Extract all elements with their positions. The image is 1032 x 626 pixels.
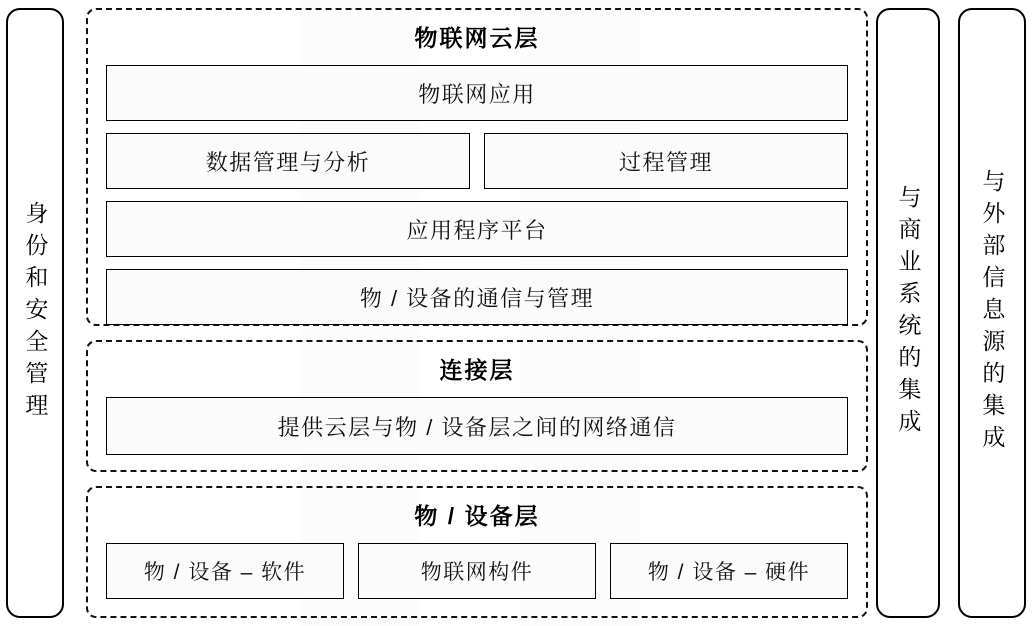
layer-cloud-row-1 — [88, 65, 866, 121]
box-iot-application[interactable]: 物联网应用 — [106, 65, 848, 121]
pillar-external-integration — [958, 8, 1026, 618]
box-application-platform[interactable]: 应用程序平台 — [106, 201, 848, 257]
layer-cloud-row-3 — [88, 201, 866, 257]
layer-device — [86, 486, 868, 618]
box-thing-device-communication-management[interactable]: 物 / 设备的通信与管理 — [106, 269, 848, 325]
pillar-business-integration — [876, 8, 940, 618]
layer-connectivity-row-1 — [88, 397, 866, 455]
pillar-identity-label: 身份和安全管理 — [22, 201, 49, 425]
pillar-identity-security — [6, 8, 64, 618]
box-process-management[interactable]: 过程管理 — [484, 133, 848, 189]
layer-device-row-1 — [88, 543, 866, 599]
layer-cloud-row-4 — [88, 269, 866, 325]
pillar-business-label: 与商业系统的集成 — [895, 185, 922, 441]
box-device-software[interactable]: 物 / 设备 – 软件 — [106, 543, 344, 599]
layer-cloud-row-2 — [88, 133, 866, 189]
layer-connectivity-title: 连接层 — [439, 357, 515, 383]
layer-cloud-title: 物联网云层 — [414, 25, 540, 51]
box-data-management-analysis[interactable]: 数据管理与分析 — [106, 133, 470, 189]
layer-device-title: 物 / 设备层 — [414, 503, 540, 529]
box-device-hardware[interactable]: 物 / 设备 – 硬件 — [610, 543, 848, 599]
pillar-external-label: 与外部信息源的集成 — [979, 169, 1006, 457]
layer-connectivity — [86, 340, 868, 472]
box-iot-component[interactable]: 物联网构件 — [358, 543, 596, 599]
box-network-communication[interactable]: 提供云层与物 / 设备层之间的网络通信 — [106, 397, 848, 455]
layer-cloud — [86, 8, 868, 326]
